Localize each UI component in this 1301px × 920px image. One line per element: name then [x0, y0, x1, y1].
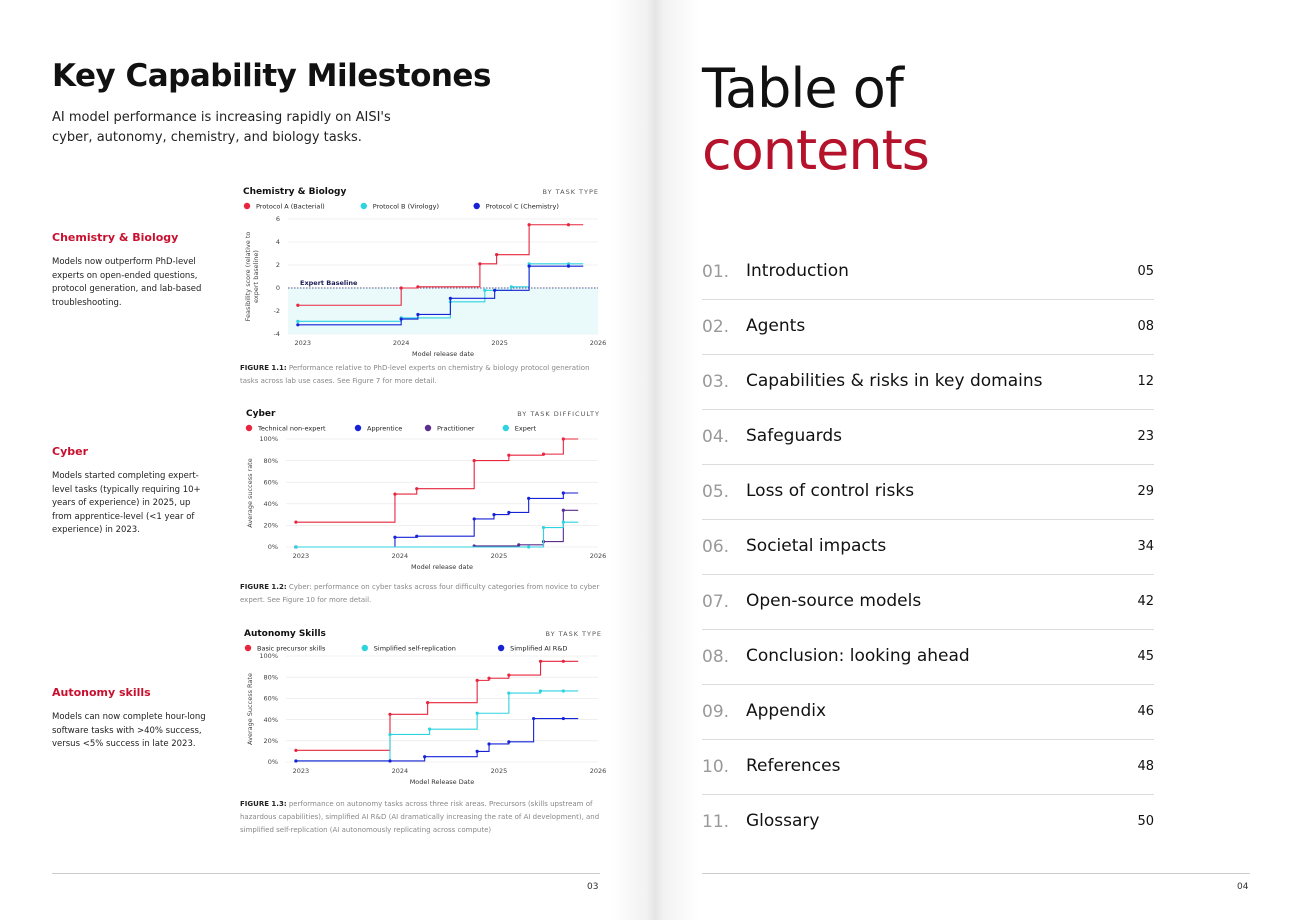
y-tick-label: 2: [275, 261, 280, 270]
toc-entry-label: Conclusion: looking ahead: [746, 646, 970, 666]
y-tick-label: -4: [273, 330, 280, 339]
legend-label: Basic precursor skills: [257, 644, 326, 653]
page-title: Key Capability Milestones: [52, 58, 491, 94]
toc-entry[interactable]: [702, 630, 1154, 685]
toc-title-line1: Table of: [702, 57, 903, 120]
data-point: [528, 265, 531, 268]
data-point: [388, 759, 391, 762]
toc-entry-page: 08: [1137, 319, 1154, 334]
y-tick-label: 6: [275, 215, 280, 224]
series-line: [296, 661, 578, 750]
legend-label: Simplified AI R&D: [510, 644, 568, 653]
data-point: [473, 459, 476, 462]
legend-marker: [425, 425, 431, 431]
chart-cyber: [238, 404, 608, 580]
footer-divider: [52, 873, 600, 874]
x-axis-label: Model release date: [411, 350, 475, 358]
data-point: [527, 545, 530, 548]
data-point: [487, 677, 490, 680]
toc-entry-page: 23: [1137, 429, 1154, 444]
toc-entry[interactable]: [702, 355, 1154, 410]
section-autonomy: [52, 686, 212, 752]
toc-entry-label: Open-source models: [746, 591, 922, 611]
y-tick-label: 60%: [263, 478, 278, 487]
y-tick-label: 100%: [259, 652, 278, 661]
legend-marker: [245, 645, 251, 651]
series-line: [296, 719, 578, 761]
toc-entry-number: 02.: [702, 317, 730, 337]
data-point: [507, 454, 510, 457]
section-chem-bio: [52, 231, 212, 310]
data-point: [473, 517, 476, 520]
x-tick-label: 2023: [292, 767, 310, 775]
section-heading: Cyber: [52, 445, 89, 458]
footer-divider: [702, 873, 1250, 874]
data-point: [567, 223, 570, 226]
toc-entry[interactable]: [702, 740, 1154, 795]
data-point: [294, 545, 297, 548]
y-tick-label: 0%: [267, 758, 278, 767]
y-axis-label-line: Feasibility score (relative to: [244, 231, 252, 322]
data-point: [294, 521, 297, 524]
data-point: [416, 313, 419, 316]
x-tick-label: 2024: [391, 767, 409, 775]
toc-entry-label: Glossary: [746, 811, 820, 831]
toc-entry-label: Safeguards: [746, 426, 842, 446]
toc-entry-page: 05: [1137, 264, 1154, 279]
caption-text: Performance relative to PhD-level experts on chemistry & biology protocol generation tasks across lab use cases. See Figure 7 for more detail.: [240, 364, 590, 385]
toc-entry-number: 09.: [702, 702, 730, 722]
data-point: [507, 692, 510, 695]
y-tick-label: 4: [275, 238, 280, 247]
toc-entry-label: Introduction: [746, 261, 849, 281]
legend-label: Protocol A (Bacterial): [256, 202, 325, 211]
toc-entry-page: 45: [1137, 649, 1154, 664]
y-tick-label: 40%: [263, 500, 278, 508]
y-tick-label: -2: [273, 307, 280, 316]
toc-title-line2: contents: [702, 119, 929, 182]
section-heading: Autonomy skills: [52, 686, 151, 699]
data-point: [492, 513, 495, 516]
toc-entry-label: Loss of control risks: [746, 481, 915, 501]
data-point: [542, 453, 545, 456]
chart-tag: BY TASK DIFFICULTY: [517, 410, 600, 418]
data-point: [542, 526, 545, 529]
toc-entry[interactable]: [702, 685, 1154, 740]
data-point: [294, 759, 297, 762]
toc-entry-number: 04.: [702, 427, 730, 447]
legend-label: Protocol B (Virology): [372, 202, 440, 211]
data-point: [296, 323, 299, 326]
y-tick-label: 60%: [263, 694, 278, 703]
data-point: [294, 749, 297, 752]
toc-entry-number: 08.: [702, 647, 730, 667]
x-tick-label: 2026: [589, 767, 607, 775]
series-line: [296, 510, 578, 547]
legend-marker: [246, 425, 252, 431]
chart-title: Cyber: [246, 409, 276, 419]
toc-entry-number: 06.: [702, 537, 730, 557]
data-point: [388, 733, 391, 736]
section-text: Models can now complete hour-long software tasks with >40% success, versus <5% success in late 2023.: [52, 712, 206, 749]
x-tick-label: 2024: [391, 552, 409, 560]
legend-marker: [474, 203, 480, 209]
data-point: [393, 536, 396, 539]
data-point: [483, 289, 486, 292]
y-tick-label: 40%: [263, 715, 278, 724]
legend-marker: [244, 203, 250, 209]
data-point: [400, 317, 403, 320]
page-number: 04: [1237, 882, 1249, 892]
toc-entry-number: 10.: [702, 757, 730, 777]
x-tick-label: 2025: [490, 767, 508, 775]
series-line: [296, 439, 578, 522]
toc-entry-page: 50: [1137, 814, 1154, 829]
left-page: [0, 0, 650, 920]
toc-entry[interactable]: [702, 465, 1154, 520]
page-subtitle: AI model performance is increasing rapidly on AISI's cyber, autonomy, chemistry, and biology tasks.: [52, 110, 391, 145]
legend-marker: [498, 645, 504, 651]
data-point: [400, 286, 403, 289]
toc-entry-number: 07.: [702, 592, 730, 612]
data-point: [423, 755, 426, 758]
toc-entry[interactable]: [702, 300, 1154, 355]
legend-marker: [503, 425, 509, 431]
x-tick-label: 2026: [589, 339, 607, 347]
data-point: [510, 285, 513, 288]
data-point: [532, 717, 535, 720]
toc-entry[interactable]: [702, 520, 1154, 575]
x-tick-label: 2023: [294, 339, 312, 347]
data-point: [507, 740, 510, 743]
data-point: [493, 289, 496, 292]
toc-entry-page: 34: [1137, 539, 1154, 554]
y-tick-label: 100%: [259, 435, 278, 444]
data-point: [539, 660, 542, 663]
toc-entry-number: 01.: [702, 262, 730, 282]
toc-entry-page: 42: [1137, 594, 1154, 609]
toc-entry-page: 12: [1137, 374, 1154, 389]
y-axis-label: Average Success Rate: [246, 673, 254, 745]
caption-label: FIGURE 1.2:: [240, 583, 287, 591]
y-tick-label: 20%: [263, 737, 278, 745]
data-point: [416, 285, 419, 288]
x-tick-label: 2023: [292, 552, 310, 560]
toc-entry-label: References: [746, 756, 841, 776]
x-axis-label: Model release date: [410, 563, 474, 571]
legend-label: Practitioner: [437, 424, 475, 433]
figure-caption: [240, 798, 605, 837]
figure-caption: [240, 362, 605, 388]
toc-entry-label: Agents: [746, 316, 806, 336]
data-point: [507, 673, 510, 676]
below-baseline-band: [288, 288, 598, 334]
toc-entry-number: 03.: [702, 372, 730, 392]
data-point: [476, 750, 479, 753]
toc-entry-number: 05.: [702, 482, 730, 502]
x-axis-label: Model Release Date: [409, 778, 475, 786]
data-point: [476, 679, 479, 682]
series-line: [296, 522, 578, 547]
toc-title: [702, 58, 929, 182]
caption-label: FIGURE 1.1:: [240, 364, 287, 372]
toc-entry[interactable]: [702, 410, 1154, 465]
data-point: [415, 487, 418, 490]
x-tick-label: 2026: [589, 552, 607, 560]
right-page: [650, 0, 1301, 920]
toc-list: [702, 245, 1154, 849]
legend-label: Technical non-expert: [258, 424, 326, 433]
data-point: [415, 535, 418, 538]
reference-label: Expert Baseline: [300, 279, 358, 287]
y-tick-label: 0: [275, 284, 280, 293]
toc-entry-page: 29: [1137, 484, 1154, 499]
legend-marker: [362, 645, 368, 651]
caption-text: performance on autonomy tasks across three risk areas. Precursors (skills upstream of hazardous capabilities), simplified AI R&D (AI dramatically increasing the rate of AI development), and simplified self-replication (AI autonomously replicating across compute): [240, 800, 600, 834]
data-point: [539, 689, 542, 692]
x-tick-label: 2025: [491, 339, 508, 347]
legend-label: Simplified self-replication: [373, 644, 456, 653]
toc-entry[interactable]: [702, 245, 1154, 300]
data-point: [487, 742, 490, 745]
toc-entry[interactable]: [702, 795, 1154, 849]
y-tick-label: 0%: [267, 543, 278, 552]
legend-label: Protocol C (Chemistry): [485, 202, 559, 211]
toc-entry-label: Capabilities & risks in key domains: [746, 371, 1043, 391]
section-text: Models started completing expert-level tasks (typically requiring 10+ years of experience) in 2025, up from apprentice-level (<1 year of experience) in 2023.: [52, 471, 201, 535]
data-point: [562, 717, 565, 720]
y-axis-label-line: expert baseline): [252, 250, 260, 303]
legend-label: Apprentice: [367, 424, 403, 433]
chart-tag: BY TASK TYPE: [545, 630, 602, 638]
data-point: [562, 521, 565, 524]
chart-title: Autonomy Skills: [244, 629, 326, 639]
figure-caption: [240, 581, 605, 607]
toc-entry-label: Appendix: [746, 701, 827, 721]
toc-entry-label: Societal impacts: [746, 536, 887, 556]
legend-marker: [355, 425, 361, 431]
data-point: [426, 701, 429, 704]
page-number: 03: [587, 882, 599, 892]
data-point: [296, 320, 299, 323]
y-axis-label: Average success rate: [246, 458, 254, 528]
data-point: [517, 543, 520, 546]
chart-tag: BY TASK TYPE: [542, 188, 599, 196]
data-point: [562, 689, 565, 692]
data-point: [476, 712, 479, 715]
data-point: [562, 509, 565, 512]
data-point: [562, 491, 565, 494]
data-point: [428, 728, 431, 731]
data-point: [388, 713, 391, 716]
legend-label: Expert: [514, 424, 537, 433]
data-point: [562, 437, 565, 440]
y-tick-label: 20%: [263, 521, 278, 530]
data-point: [296, 304, 299, 307]
data-point: [478, 262, 481, 265]
data-point: [527, 497, 530, 500]
section-cyber: [52, 445, 212, 538]
toc-entry[interactable]: [702, 575, 1154, 630]
toc-entry-number: 11.: [702, 812, 730, 832]
toc-entry-page: 46: [1137, 704, 1154, 719]
x-tick-label: 2025: [490, 552, 508, 560]
legend-marker: [361, 203, 367, 209]
caption-label: FIGURE 1.3:: [240, 800, 287, 808]
data-point: [393, 492, 396, 495]
chart-autonomy: [238, 624, 608, 794]
data-point: [507, 511, 510, 514]
y-tick-label: 80%: [263, 456, 278, 465]
chart-title: Chemistry & Biology: [243, 187, 347, 197]
caption-text: Cyber: performance on cyber tasks across four difficulty categories from novice to cyber expert. See Figure 10 for more detail.: [240, 583, 600, 604]
data-point: [528, 223, 531, 226]
data-point: [495, 253, 498, 256]
section-text: Models now outperform PhD-level experts on open-ended questions, protocol generation, and lab-based troubleshooting.: [52, 257, 202, 308]
toc-entry-page: 48: [1137, 759, 1154, 774]
y-axis-label: [244, 232, 260, 322]
data-point: [567, 265, 570, 268]
data-point: [449, 297, 452, 300]
series-line: [296, 493, 578, 547]
data-point: [562, 660, 565, 663]
section-heading: Chemistry & Biology: [52, 231, 179, 244]
x-tick-label: 2024: [392, 339, 410, 347]
y-tick-label: 80%: [263, 673, 278, 682]
chart-chem-bio: [238, 182, 608, 360]
